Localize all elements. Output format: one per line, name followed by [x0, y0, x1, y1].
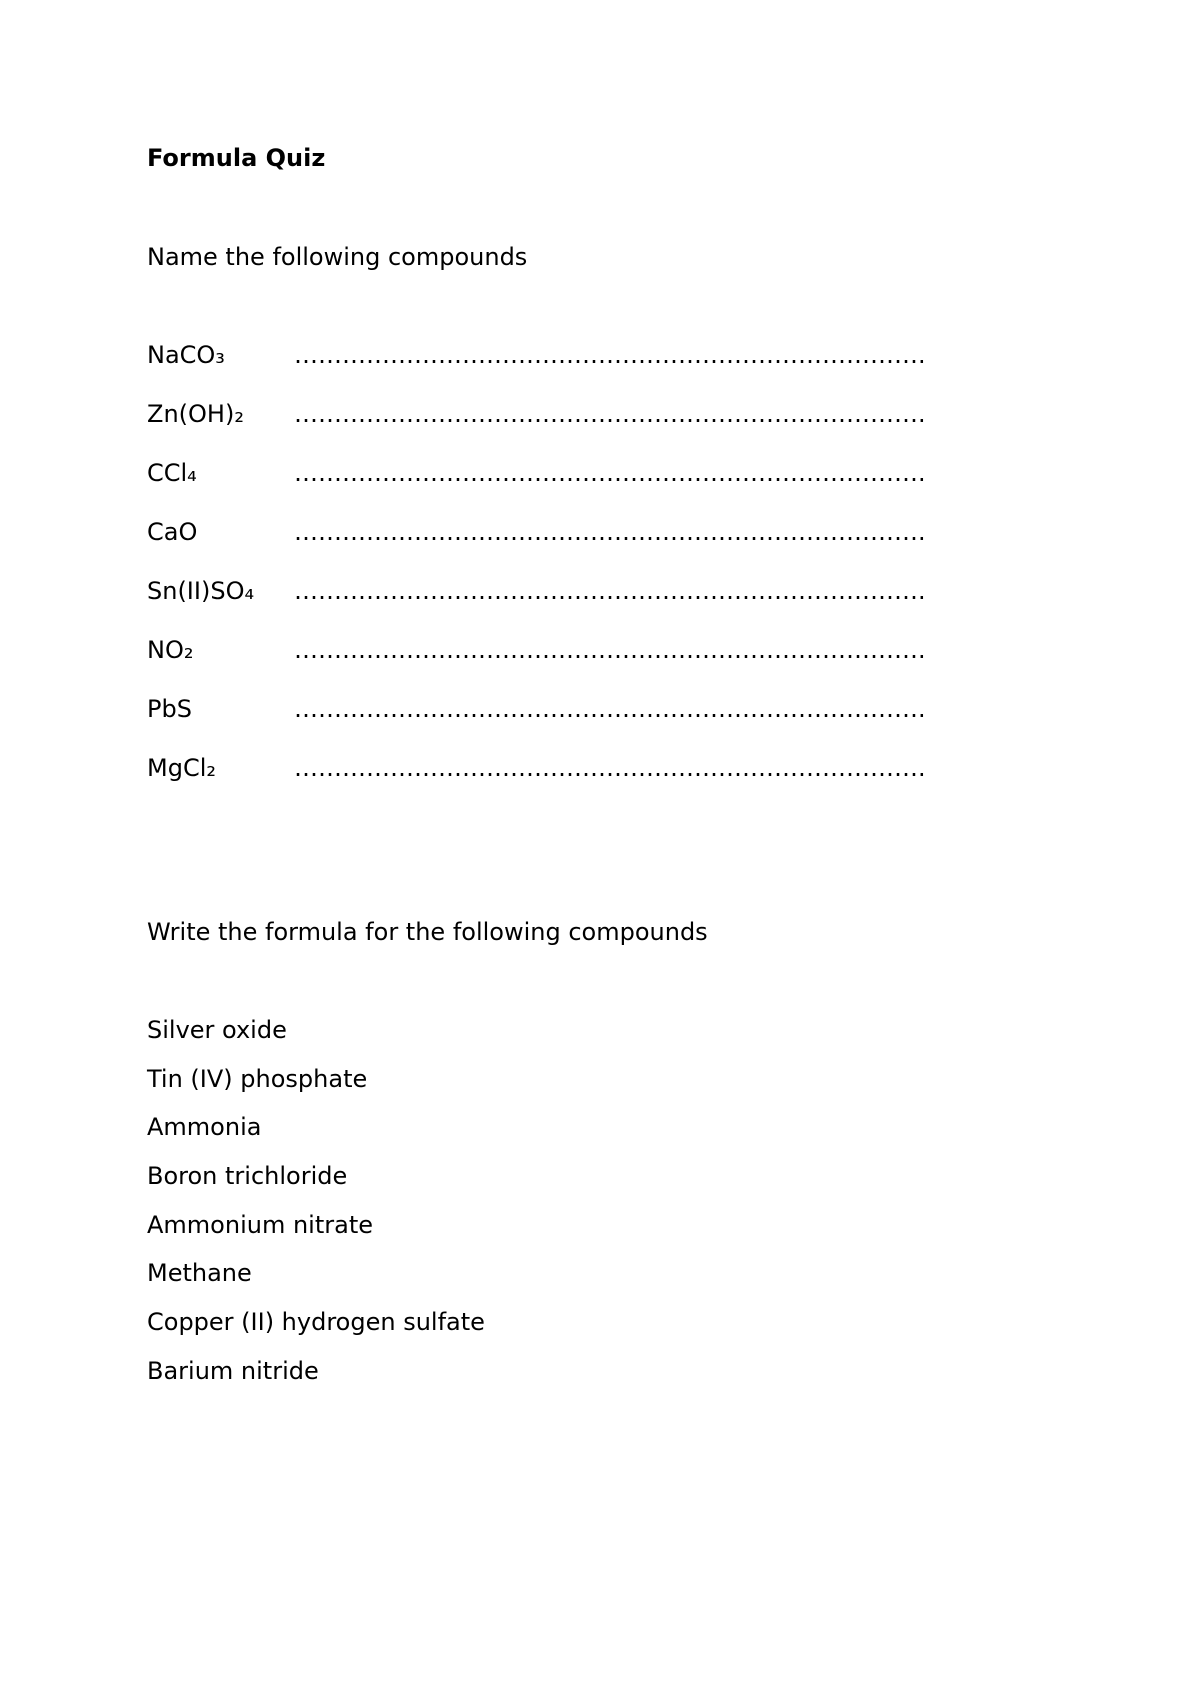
compound-name: Methane [147, 1259, 252, 1288]
compound-name: Ammonia [147, 1113, 262, 1142]
formula-row [147, 517, 1047, 576]
compound-name-list [147, 1015, 485, 1405]
formula-label: MgCl₂ [147, 754, 216, 782]
formula-label: NO₂ [147, 636, 194, 664]
formula-row [147, 753, 1047, 812]
answer-blank: ……………………………………………………………………. [294, 636, 926, 664]
compound-name: Barium nitride [147, 1356, 319, 1385]
compound-name: Copper (II) hydrogen sulfate [147, 1308, 485, 1337]
answer-blank: ……………………………………………………………………. [294, 400, 926, 428]
formula-row [147, 635, 1047, 694]
answer-blank: ……………………………………………………………………. [294, 754, 926, 782]
formula-label: CCl₄ [147, 459, 197, 487]
answer-blank: ……………………………………………………………………. [294, 577, 926, 605]
compound-name: Ammonium nitrate [147, 1210, 373, 1239]
formula-row [147, 340, 1047, 399]
formula-label: NaCO₃ [147, 341, 225, 369]
formula-label: PbS [147, 695, 192, 723]
formula-list [147, 340, 1047, 812]
formula-label: Zn(OH)₂ [147, 400, 244, 428]
answer-blank: ……………………………………………………………………. [294, 518, 926, 546]
write-formula-instruction: Write the formula for the following compounds [147, 918, 708, 946]
answer-blank: ……………………………………………………………………. [294, 695, 926, 723]
formula-label: CaO [147, 518, 198, 546]
formula-row [147, 694, 1047, 753]
formula-row [147, 399, 1047, 458]
answer-blank: ……………………………………………………………………. [294, 341, 926, 369]
formula-row [147, 458, 1047, 517]
compound-name: Tin (IV) phosphate [147, 1064, 368, 1093]
compound-name: Boron trichloride [147, 1162, 348, 1191]
compound-name: Silver oxide [147, 1016, 287, 1044]
name-compounds-instruction: Name the following compounds [147, 243, 528, 271]
formula-label: Sn(II)SO₄ [147, 577, 255, 605]
answer-blank: ……………………………………………………………………. [294, 459, 926, 487]
formula-row [147, 576, 1047, 635]
page-title: Formula Quiz [147, 144, 326, 172]
